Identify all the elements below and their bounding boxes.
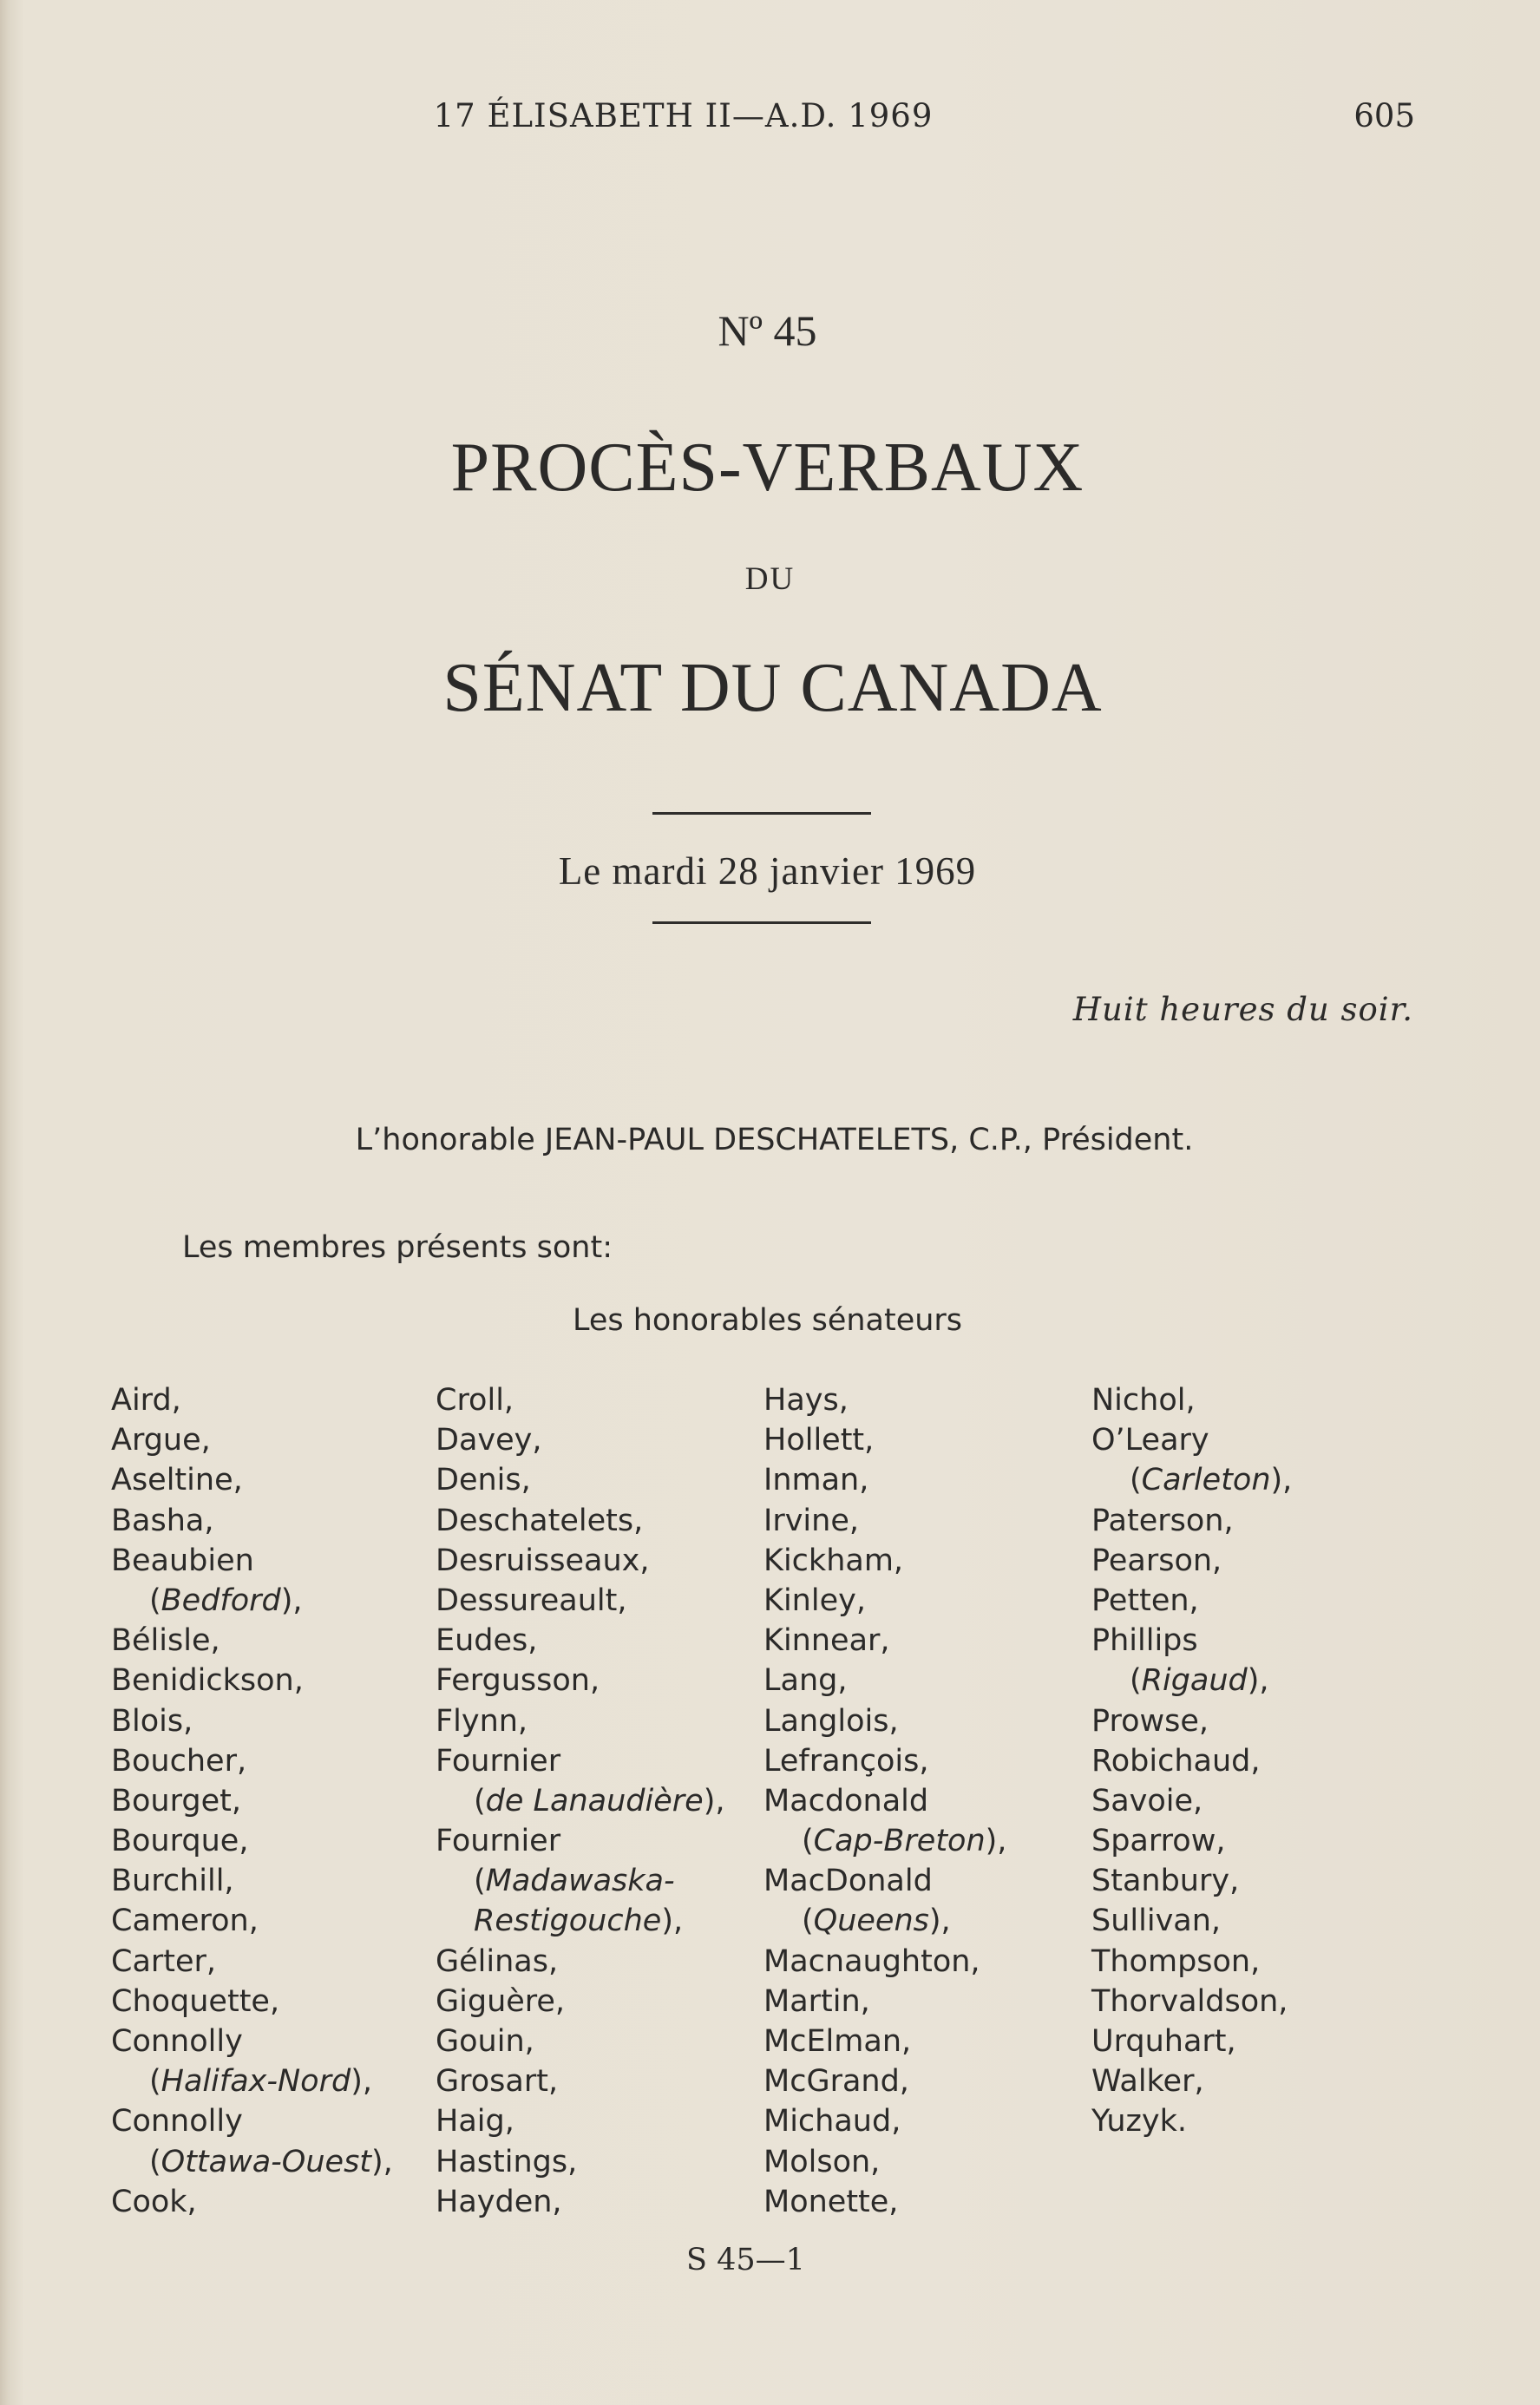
senator-entry: (Queens), xyxy=(802,1904,951,1939)
senator-entry: Walker, xyxy=(1091,2064,1204,2100)
page-number: 605 xyxy=(1353,97,1415,134)
senator-entry: Davey, xyxy=(436,1423,542,1458)
senator-entry: Cook, xyxy=(111,2184,197,2219)
senator-entry: Cameron, xyxy=(111,1904,259,1939)
senator-entry: Boucher, xyxy=(111,1743,247,1779)
senator-entry: Bélisle, xyxy=(111,1623,220,1659)
senator-entry: Irvine, xyxy=(763,1503,859,1538)
senator-entry: Nichol, xyxy=(1091,1383,1196,1418)
senator-entry: Inman, xyxy=(763,1463,869,1498)
senator-entry: Choquette, xyxy=(111,1983,280,2019)
senator-entry: Aird, xyxy=(111,1383,181,1418)
running-header: 17 ÉLISABETH II—A.D. 1969 xyxy=(433,97,934,134)
senator-entry: Petten, xyxy=(1091,1583,1199,1618)
senator-entry: MacDonald xyxy=(763,1864,933,1899)
senator-entry: Thompson, xyxy=(1091,1943,1261,1979)
senator-entry: Sullivan, xyxy=(1091,1904,1222,1939)
senator-entry: Gouin, xyxy=(436,2024,534,2059)
sitting-time: Huit heures du soir. xyxy=(1072,991,1413,1028)
senator-entry: Hollett, xyxy=(763,1423,875,1458)
senator-entry: Blois, xyxy=(111,1703,193,1739)
divider-rule-top xyxy=(652,812,871,815)
senator-entry: Lefrançois, xyxy=(763,1743,929,1779)
senator-entry: Restigouche), xyxy=(474,1904,684,1939)
senator-entry: Kinley, xyxy=(763,1583,866,1618)
senator-entry: Macdonald xyxy=(763,1783,929,1818)
senator-entry: Bourget, xyxy=(111,1783,241,1818)
senator-entry: (Ottawa-Ouest), xyxy=(149,2144,393,2179)
senator-entry: Savoie, xyxy=(1091,1783,1203,1818)
senator-entry: Dessureault, xyxy=(436,1583,627,1618)
senator-entry: Prowse, xyxy=(1091,1703,1209,1739)
senator-entry: Aseltine, xyxy=(111,1463,243,1498)
senators-heading: Les honorables sénateurs xyxy=(572,1303,963,1338)
senator-column-2 xyxy=(436,1380,724,2222)
senator-entry: (Bedford), xyxy=(149,1583,303,1618)
senator-entry: Fournier xyxy=(436,1824,561,1859)
senator-entry: Beaubien xyxy=(111,1543,254,1578)
senator-entry: Connolly xyxy=(111,2024,243,2059)
senator-entry: Kinnear, xyxy=(763,1623,890,1659)
senator-entry: Robichaud, xyxy=(1091,1743,1261,1779)
members-intro: Les membres présents sont: xyxy=(182,1230,613,1265)
senator-entry: (Madawaska- xyxy=(474,1864,675,1899)
senator-entry: Burchill, xyxy=(111,1864,234,1899)
title-line-3: SÉNAT DU CANADA xyxy=(442,650,1103,726)
senator-entry: Flynn, xyxy=(436,1703,528,1739)
senator-entry: Macnaughton, xyxy=(763,1943,980,1979)
signature-mark: S 45—1 xyxy=(686,2243,805,2277)
senator-entry: Argue, xyxy=(111,1423,211,1458)
senator-entry: Paterson, xyxy=(1091,1503,1234,1538)
senator-entry: Grosart, xyxy=(436,2064,559,2100)
senator-entry: Hastings, xyxy=(436,2144,578,2179)
senator-entry: Hays, xyxy=(763,1383,849,1418)
senator-entry: Stanbury, xyxy=(1091,1864,1240,1899)
senator-entry: Haig, xyxy=(436,2104,514,2140)
title-line-1: PROCÈS-VERBAUX xyxy=(450,429,1085,506)
senator-entry: McElman, xyxy=(763,2024,912,2059)
senator-column-4 xyxy=(1091,1380,1292,2142)
title-line-2: DU xyxy=(744,561,796,597)
senator-column-1 xyxy=(111,1380,393,2222)
senator-entry: Deschatelets, xyxy=(436,1503,644,1538)
senator-entry: Michaud, xyxy=(763,2104,901,2140)
senator-entry: Fournier xyxy=(436,1743,561,1779)
senator-entry: Basha, xyxy=(111,1503,214,1538)
senator-entry: O’Leary xyxy=(1091,1423,1209,1458)
senator-entry: Yuzyk. xyxy=(1091,2104,1188,2140)
senator-entry: Thorvaldson, xyxy=(1091,1983,1288,2019)
senator-entry: Carter, xyxy=(111,1943,217,1979)
senator-entry: Phillips xyxy=(1091,1623,1198,1659)
senator-entry: Molson, xyxy=(763,2144,881,2179)
senator-entry: Martin, xyxy=(763,1983,870,2019)
sitting-date: Le mardi 28 janvier 1969 xyxy=(558,849,977,893)
senator-entry: (de Lanaudière), xyxy=(474,1783,725,1818)
senator-entry: Connolly xyxy=(111,2104,243,2140)
senator-entry: Giguère, xyxy=(436,1983,566,2019)
divider-rule-bottom xyxy=(652,921,871,924)
senator-entry: Urquhart, xyxy=(1091,2024,1236,2059)
senator-entry: Lang, xyxy=(763,1663,848,1699)
senator-entry: Hayden, xyxy=(436,2184,562,2219)
senator-entry: McGrand, xyxy=(763,2064,909,2100)
senator-entry: (Cap-Breton), xyxy=(802,1824,1007,1859)
issue-number: Nº 45 xyxy=(718,306,817,355)
senator-entry: Bourque, xyxy=(111,1824,249,1859)
senator-entry: (Rigaud), xyxy=(1130,1663,1269,1699)
senator-entry: Eudes, xyxy=(436,1623,538,1659)
senator-entry: Fergusson, xyxy=(436,1663,600,1699)
senator-entry: Denis, xyxy=(436,1463,531,1498)
president-line: L’honorable JEAN-PAUL DESCHATELETS, C.P., Président. xyxy=(355,1123,1194,1157)
senator-entry: Monette, xyxy=(763,2184,899,2219)
senator-entry: Sparrow, xyxy=(1091,1824,1226,1859)
senator-column-3 xyxy=(763,1380,1006,2222)
senator-entry: (Carleton), xyxy=(1130,1463,1293,1498)
senator-entry: Kickham, xyxy=(763,1543,904,1578)
senator-entry: Langlois, xyxy=(763,1703,899,1739)
senator-entry: Gélinas, xyxy=(436,1943,559,1979)
senator-entry: Benidickson, xyxy=(111,1663,304,1699)
senator-entry: Desruisseaux, xyxy=(436,1543,650,1578)
senator-entry: (Halifax-Nord), xyxy=(149,2064,372,2100)
senator-entry: Croll, xyxy=(436,1383,514,1418)
senator-entry: Pearson, xyxy=(1091,1543,1222,1578)
